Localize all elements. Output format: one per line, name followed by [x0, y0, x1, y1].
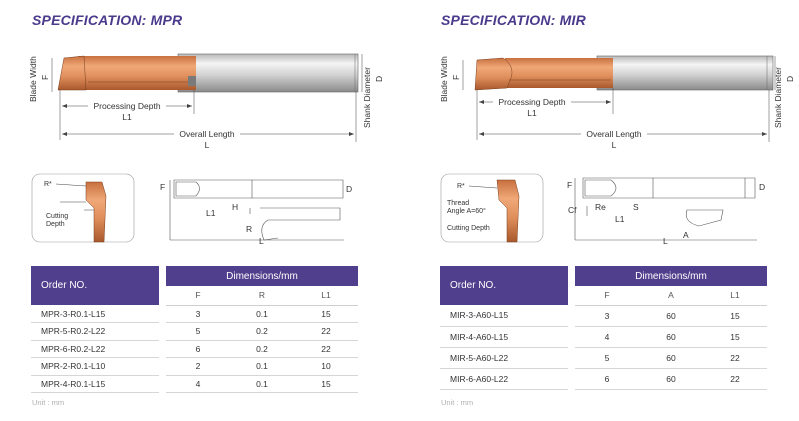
- mir-l1-label: L1: [527, 108, 537, 118]
- mpr-unit-note: Unit : mm: [32, 398, 65, 407]
- mir-spec-sheet: [437, 0, 799, 421]
- mpr-l1-cell: 15: [294, 375, 358, 393]
- table-row: [31, 323, 358, 341]
- mpr-f-cell: 6: [166, 340, 230, 358]
- mir-thread-label-1: Thread: [447, 200, 470, 207]
- mpr-order-cell: MPR-4-R0.1-L15: [31, 375, 159, 393]
- mpr-line-f-label: F: [160, 182, 166, 192]
- mir-d-label: D: [785, 75, 795, 82]
- mpr-r-cell: 0.1: [230, 358, 294, 376]
- mir-line-s-label: S: [633, 202, 639, 212]
- mir-l-label: L: [611, 140, 617, 150]
- mpr-order-cell: MPR-3-R0.1-L15: [31, 305, 159, 323]
- table-row: [440, 347, 767, 368]
- mpr-l1-cell: 10: [294, 358, 358, 376]
- table-row: [440, 368, 767, 389]
- mpr-drawing-svg: [28, 30, 408, 260]
- mir-f-cell: 3: [575, 305, 639, 326]
- mpr-r-star-label: R*: [44, 181, 52, 188]
- mpr-d-label: D: [374, 75, 384, 82]
- mpr-spec-title: SPECIFICATION: MPR: [32, 12, 183, 28]
- mpr-overall-length-label: Overall Length: [179, 129, 235, 139]
- mir-order-cell: MIR-4-A60-L15: [440, 326, 568, 347]
- mir-l1-cell: 22: [703, 347, 767, 368]
- mir-order-header: Order NO.: [440, 266, 568, 305]
- mir-line-re-label: Re: [595, 202, 606, 212]
- mir-cutting-depth-label: Cutting Depth: [447, 225, 490, 232]
- mpr-cutting-label-1: Cutting: [46, 213, 69, 220]
- mpr-f-cell: 4: [166, 375, 230, 393]
- mir-detail-view: [441, 174, 543, 242]
- mir-line-d-label: D: [759, 182, 766, 192]
- mir-tool-body: [475, 56, 773, 90]
- mpr-col-r: R: [230, 286, 294, 305]
- mir-col-f: F: [575, 286, 639, 305]
- mpr-tool-drawing: [28, 30, 408, 260]
- mir-tool-drawing: [437, 30, 799, 260]
- mpr-f-cell: 3: [166, 305, 230, 323]
- mpr-line-l1-label: L1: [206, 208, 216, 218]
- table-row: [31, 340, 358, 358]
- mpr-blade-width-label: Blade Width: [28, 56, 38, 102]
- mpr-line-h-label: H: [232, 202, 239, 212]
- mir-r-star-label: R*: [457, 183, 465, 190]
- mir-f-cell: 6: [575, 368, 639, 389]
- mpr-l1-cell: 15: [294, 305, 358, 323]
- mir-f-label: F: [451, 74, 461, 80]
- mir-col-l1: L1: [703, 286, 767, 305]
- mir-l1-cell: 22: [703, 368, 767, 389]
- mir-thread-label-2: Angle A=60°: [447, 208, 486, 215]
- mpr-l1-cell: 22: [294, 323, 358, 341]
- mpr-l1-label: L1: [122, 112, 132, 122]
- mpr-line-d-label: D: [346, 184, 353, 194]
- mir-spec-title: SPECIFICATION: MIR: [441, 12, 586, 28]
- mpr-order-header: Order NO.: [31, 266, 159, 305]
- mpr-dimensions-header: Dimensions/mm: [166, 266, 358, 286]
- mir-spec-table: [440, 266, 767, 390]
- mpr-f-label: F: [40, 74, 50, 80]
- mir-a-cell: 60: [639, 347, 703, 368]
- table-row: [440, 305, 767, 326]
- mpr-order-cell: MPR-6-R0.2-L22: [31, 340, 159, 358]
- mpr-order-cell: MPR-2-R0.1-L10: [31, 358, 159, 376]
- mpr-line-r-label: R: [246, 224, 253, 234]
- mpr-f-cell: 5: [166, 323, 230, 341]
- mpr-r-cell: 0.1: [230, 305, 294, 323]
- mir-a-cell: 60: [639, 326, 703, 347]
- mpr-l-label: L: [204, 140, 210, 150]
- mir-order-cell: MIR-5-A60-L22: [440, 347, 568, 368]
- mir-overall-length-label: Overall Length: [586, 129, 642, 139]
- mpr-spec-sheet: [28, 0, 408, 421]
- mpr-spec-table: [31, 266, 358, 393]
- mir-processing-depth-label: Processing Depth: [498, 97, 566, 107]
- mpr-detail-view: [32, 174, 134, 242]
- mpr-tool-body: [58, 54, 358, 92]
- mpr-col-f: F: [166, 286, 230, 305]
- mpr-r-cell: 0.1: [230, 375, 294, 393]
- mir-a-cell: 60: [639, 368, 703, 389]
- mir-line-l1-label: L1: [615, 214, 625, 224]
- mir-dimensions-header: Dimensions/mm: [575, 266, 767, 286]
- table-row: [31, 358, 358, 376]
- mir-unit-note: Unit : mm: [441, 398, 474, 407]
- mpr-r-cell: 0.2: [230, 340, 294, 358]
- mpr-line-drawing: [170, 180, 344, 240]
- mir-a-cell: 60: [639, 305, 703, 326]
- mpr-processing-depth-label: Processing Depth: [93, 101, 161, 111]
- mir-l1-cell: 15: [703, 305, 767, 326]
- mir-col-a: A: [639, 286, 703, 305]
- mir-line-l-label: L: [663, 236, 668, 246]
- mpr-f-cell: 2: [166, 358, 230, 376]
- mpr-shank-diameter-label: Shank Diameter: [362, 67, 372, 128]
- mir-f-cell: 4: [575, 326, 639, 347]
- mir-line-a-label: A: [683, 230, 689, 240]
- mir-blade-width-label: Blade Width: [439, 56, 449, 102]
- mpr-line-l-label: L: [259, 236, 264, 246]
- table-row: [31, 375, 358, 393]
- mpr-cutting-label-2: Depth: [46, 221, 65, 228]
- mir-drawing-svg: [437, 30, 799, 260]
- mir-line-cf-label: Cf: [568, 205, 577, 215]
- table-row: [440, 326, 767, 347]
- table-row: [31, 305, 358, 323]
- mir-f-cell: 5: [575, 347, 639, 368]
- mir-shank-diameter-label: Shank Diameter: [773, 67, 783, 128]
- mpr-l1-cell: 22: [294, 340, 358, 358]
- mpr-col-l1: L1: [294, 286, 358, 305]
- mir-line-f-label: F: [567, 180, 573, 190]
- mir-order-cell: MIR-3-A60-L15: [440, 305, 568, 326]
- mir-order-cell: MIR-6-A60-L22: [440, 368, 568, 389]
- mpr-r-cell: 0.2: [230, 323, 294, 341]
- mir-l1-cell: 15: [703, 326, 767, 347]
- mpr-order-cell: MPR-5-R0.2-L22: [31, 323, 159, 341]
